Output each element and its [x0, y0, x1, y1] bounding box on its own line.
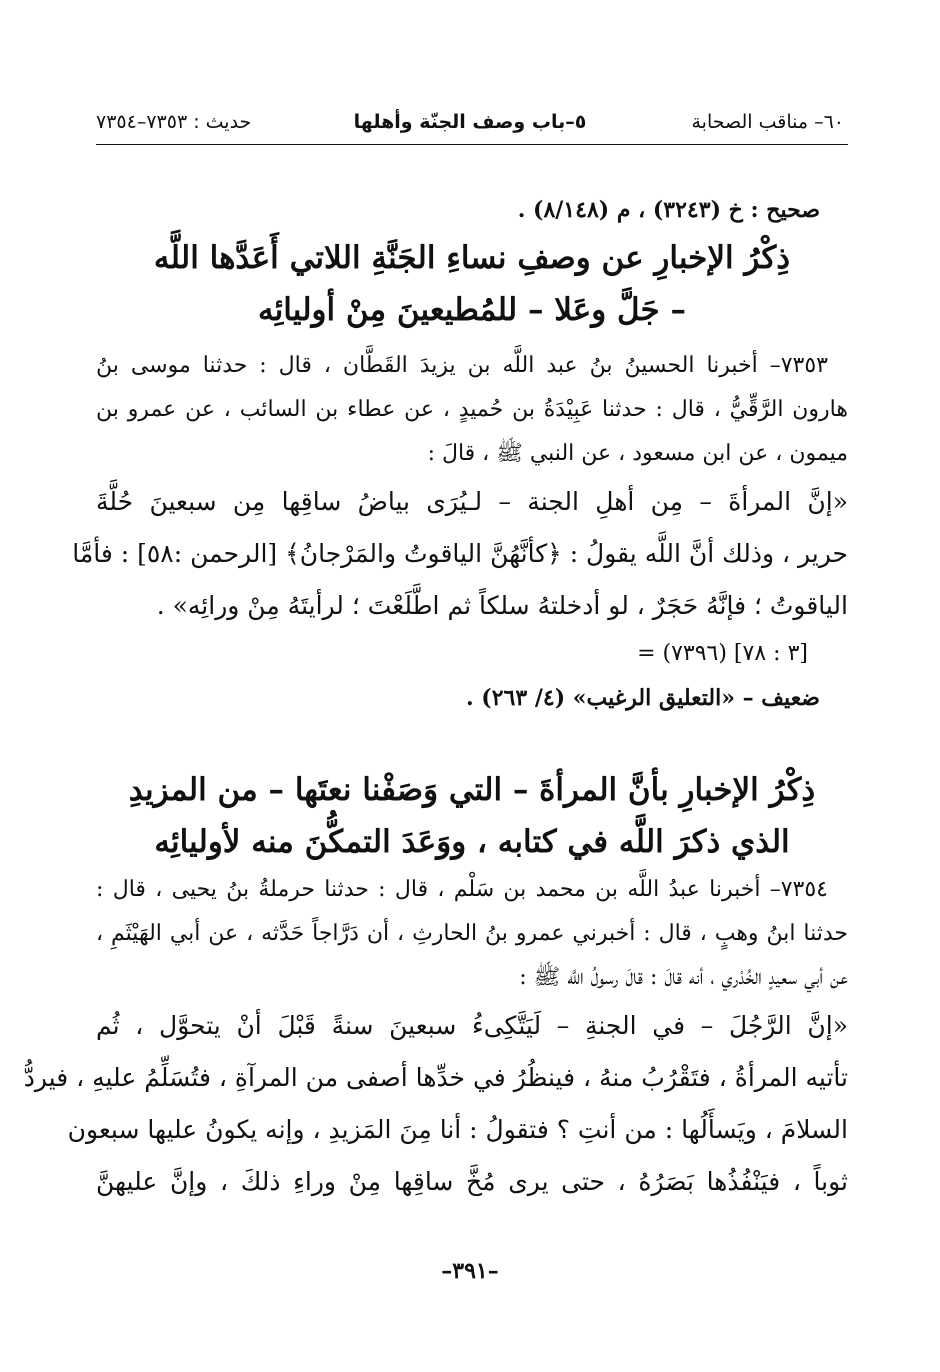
- chapter-header: ٦٠– مناقب الصحابة: [691, 111, 844, 133]
- hadith-range-header: حديث : ٧٣٥٣–٧٣٥٤: [96, 111, 252, 133]
- hadith-7353: [72, 344, 848, 720]
- grading-line: صحيح : خ (٣٢٤٣) ، م (٨/١٤٨) .: [517, 197, 820, 223]
- isnad-line: حدثنا ابنُ وهبٍ ، قال : أخبرني عمرو بنُ الحارثِ ، أن دَرَّاجاً حَدَّثه ، عن أبي الهَيْثَمِ ،: [96, 921, 848, 946]
- section-heading-block: [96, 764, 848, 868]
- isnad-line: ٧٣٥٤– أخبرنا عبدُ اللَّه بن محمد بن سَلْم ، قال : حدثنا حرملةُ بنُ يحيى ، قال :: [96, 877, 828, 902]
- matn-line: السلامَ ، ويَسأَلُها : من أنتِ ؟ فتقولُ : أنا مِنَ المَزيدِ ، وإنه يكونُ عليها سبعون: [67, 1115, 848, 1144]
- section-header: ٥–باب وصف الجنّة وأهلها: [353, 111, 587, 133]
- isnad-line: ٧٣٥٣– أخبرنا الحسينُ بنُ عبد اللَّه بن يزيدَ القَطَّان ، قال : حدثنا موسى بنُ: [96, 353, 828, 378]
- section-heading: ذِكْرُ الإخبارِ بأنَّ المرأةَ – التي وَصَفْنا نعتَها – من المزيدِ: [128, 772, 816, 808]
- cross-reference: = (٧٣٩٦) [٣ : ٧٨]: [637, 641, 808, 666]
- isnad-line: عن أبي سعيدٍ الخُدْري ، أنه قالَ : قالَ رسولُ اللَّه ﷺ :: [519, 965, 848, 990]
- matn-line: تأتيه المرأةُ ، فتَقْرُبُ منهُ ، فينظُرُ في خدِّها أصفى من المرآةِ ، فتُسَلِّمُ عليهِ ، فيردُّ: [23, 1063, 848, 1092]
- isnad-line: ميمون ، عن ابن مسعود ، عن النبي ﷺ ، قالَ :: [427, 441, 848, 466]
- hadith-7354: [23, 868, 848, 1208]
- matn-line: «إنَّ المرأةَ – مِن أهلِ الجنة – لـيُرَى بياضُ ساقِها مِن سبعينَ حُلَّةَ: [96, 487, 848, 516]
- grading-line: ضعيف – «التعليق الرغيب» (٤/ ٢٦٣) .: [465, 685, 820, 711]
- matn-line: الياقوتُ ؛ فإنَّهُ حَجَرٌ ، لو أدخلتهُ سلكاً ثم اطَّلَعْتَ ؛ لرأيتَهُ مِنْ ورائِه» .: [156, 591, 848, 620]
- section-heading: الذي ذكرَ اللَّه في كتابه ، ووَعَدَ التمكُّنَ منه لأوليائِه: [154, 824, 790, 860]
- page-number: –٣٩١–: [441, 1258, 499, 1284]
- matn-line: «إنَّ الرَّجُلَ – في الجنةِ – لَيَتَّكِىءُ سبعينَ سنةً قَبْلَ أنْ يتحوَّل ، ثُم: [96, 1011, 848, 1040]
- matn-line: ثوباً ، فيَنْفُذُها بَصَرُهُ ، حتى يرى مُخَّ ساقِها مِنْ وراءِ ذلكَ ، وإنَّ عليهنَّ: [96, 1167, 848, 1196]
- section-heading: – جَلَّ وعَلا – للمُطيعينَ مِنْ أوليائِه: [258, 292, 686, 328]
- header-rule: [96, 144, 848, 145]
- matn-line: حرير ، وذلك أنَّ اللَّه يقولُ : ﴿كأنَّهُنَّ الياقوتُ والمَرْجانُ﴾ [الرحمن :٥٨] : فأمَّا: [72, 539, 848, 568]
- isnad-line: هارون الرَّقِّيُّ ، قال : حدثنا عَبِيْدَةُ بن حُميدٍ ، عن عطاء بن السائب ، عن عمرو بن: [96, 397, 848, 422]
- section-heading: ذِكْرُ الإخبارِ عن وصفِ نساءِ الجَنَّةِ اللاتي أَعَدَّها اللَّه: [153, 240, 791, 276]
- text-block-1: [96, 188, 848, 336]
